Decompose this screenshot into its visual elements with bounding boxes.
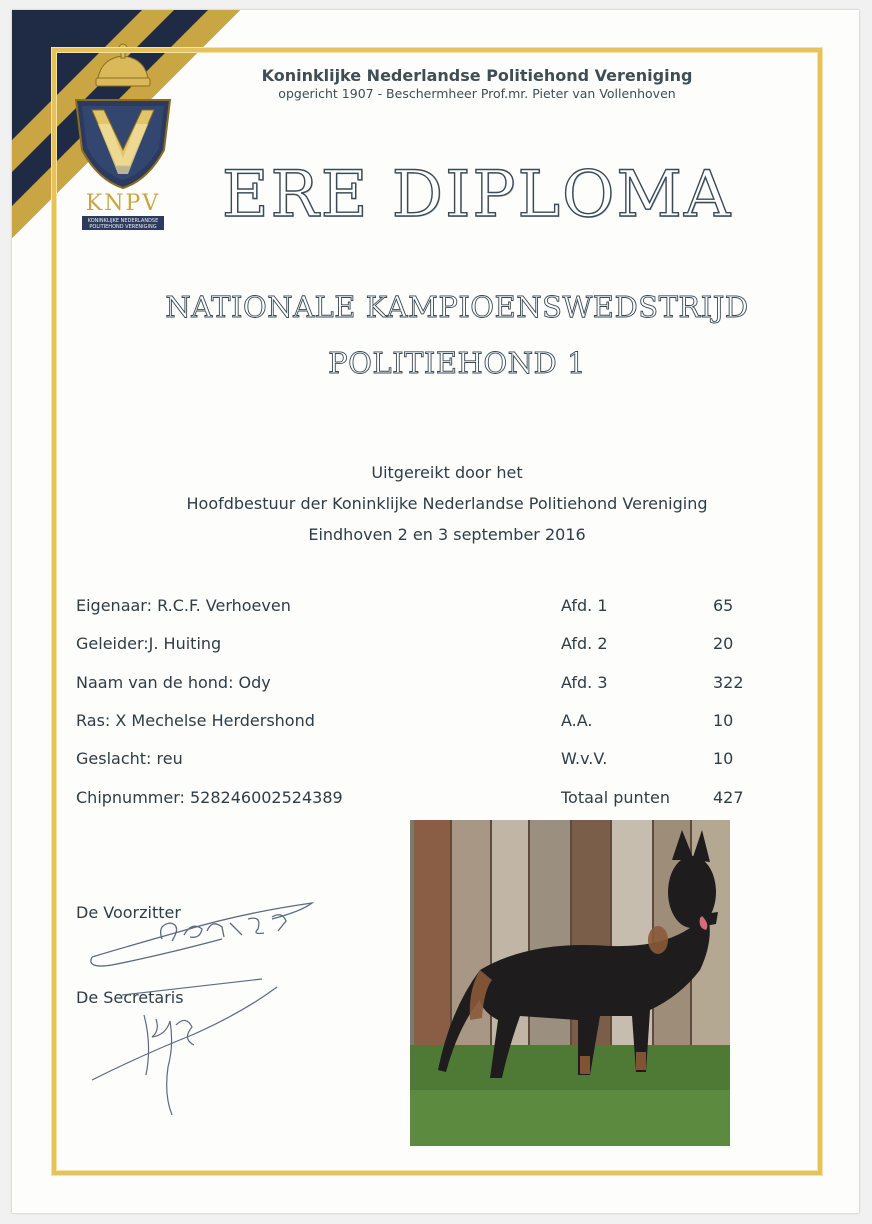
secretary-signature bbox=[82, 975, 292, 1120]
diploma-sheet bbox=[12, 10, 859, 1213]
score-value: 10 bbox=[713, 749, 734, 768]
score-category: Afd. 1 bbox=[561, 596, 608, 615]
svg-text:KONINKLIJKE NEDERLANDSE: KONINKLIJKE NEDERLANDSE bbox=[87, 218, 159, 224]
competition-class: POLITIEHOND 1 bbox=[328, 346, 586, 380]
score-category: Afd. 3 bbox=[561, 673, 608, 692]
diploma-title: ERE DIPLOMA bbox=[221, 158, 733, 232]
detail-label: Chipnummer: 528246002524389 bbox=[76, 788, 343, 807]
detail-row bbox=[76, 634, 776, 658]
secretary-label: De Secretaris bbox=[76, 988, 184, 1007]
dog-photo bbox=[410, 820, 730, 1146]
detail-label: Geleider:J. Huiting bbox=[76, 634, 222, 653]
issuing-body-line: Hoofdbestuur der Koninklijke Nederlandse Politiehond Vereniging bbox=[186, 494, 708, 513]
score-value: 20 bbox=[713, 634, 734, 653]
score-category: W.v.V. bbox=[561, 749, 608, 768]
competition-title: NATIONALE KAMPIOENSWEDSTRIJD bbox=[165, 290, 749, 324]
svg-text:POLITIEHOND VERENIGING: POLITIEHOND VERENIGING bbox=[89, 224, 157, 230]
chairman-label: De Voorzitter bbox=[76, 903, 181, 922]
detail-row bbox=[76, 788, 776, 812]
detail-label: Naam van de hond: Ody bbox=[76, 673, 271, 692]
event-date-line: Eindhoven 2 en 3 september 2016 bbox=[308, 525, 586, 544]
score-value: 10 bbox=[713, 711, 734, 730]
svg-text:KNPV: KNPV bbox=[85, 191, 161, 216]
issued-by-line: Uitgereikt door het bbox=[371, 463, 523, 482]
score-category: A.A. bbox=[561, 711, 593, 730]
detail-row bbox=[76, 711, 776, 735]
chairman-signature bbox=[72, 895, 322, 975]
detail-row bbox=[76, 749, 776, 773]
organization-subtitle: opgericht 1907 - Beschermheer Prof.mr. Pieter van Vollenhoven bbox=[278, 86, 676, 101]
detail-label: Geslacht: reu bbox=[76, 749, 183, 768]
total-value: 427 bbox=[713, 788, 744, 807]
score-category: Afd. 2 bbox=[561, 634, 608, 653]
detail-row bbox=[76, 673, 776, 697]
total-label: Totaal punten bbox=[561, 788, 670, 807]
score-value: 65 bbox=[713, 596, 734, 615]
detail-label: Ras: X Mechelse Herdershond bbox=[76, 711, 315, 730]
score-value: 322 bbox=[713, 673, 744, 692]
organization-name: Koninklijke Nederlandse Politiehond Vereniging bbox=[261, 66, 693, 85]
detail-row bbox=[76, 596, 776, 620]
detail-label: Eigenaar: R.C.F. Verhoeven bbox=[76, 596, 291, 615]
